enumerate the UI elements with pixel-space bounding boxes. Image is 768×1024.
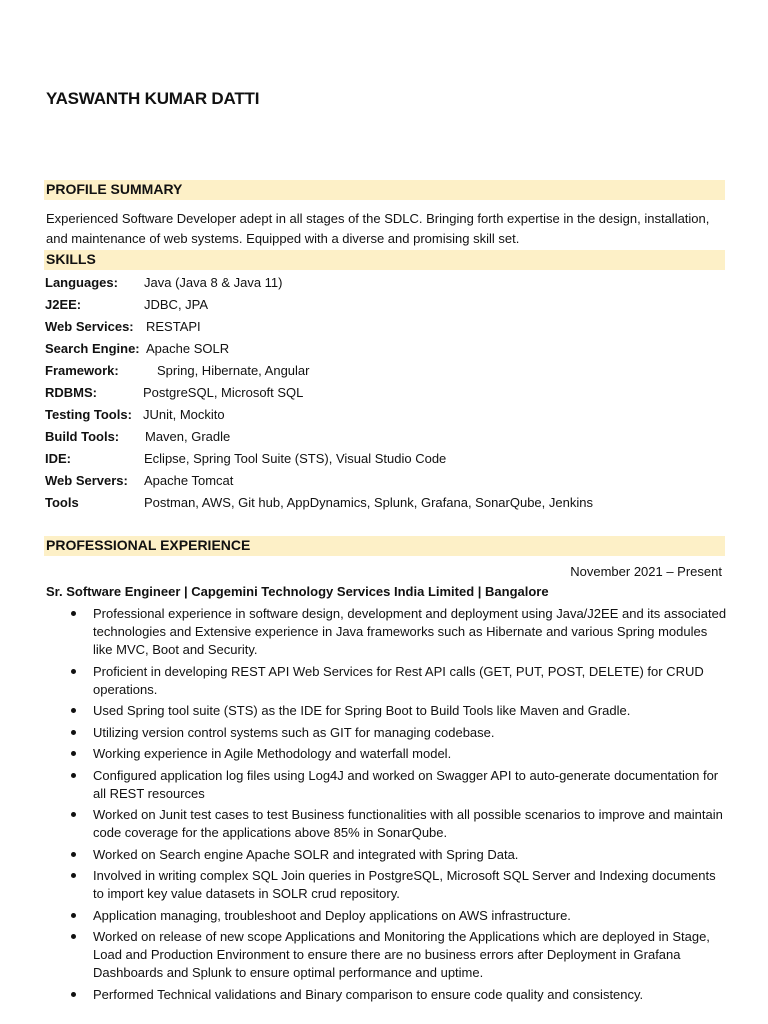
skill-value: Apache SOLR [146, 341, 230, 356]
skill-label: RDBMS: [45, 385, 97, 400]
skill-value: Postman, AWS, Git hub, AppDynamics, Splunk, Grafana, SonarQube, Jenkins [144, 495, 593, 510]
skill-row [45, 317, 735, 339]
bullet-text: Utilizing version control systems such as GIT for managing codebase. [93, 724, 495, 740]
job-title: Sr. Software Engineer | Capgemini Technology Services India Limited | Bangalore [46, 584, 549, 599]
skill-label: Testing Tools: [45, 407, 132, 422]
bullet-text: Involved in writing complex SQL Join queries in PostgreSQL, Microsoft SQL Server and Indexing documents to import key value datasets in SOLR crud repository. [93, 868, 716, 901]
skill-row [45, 273, 735, 295]
skill-value: Eclipse, Spring Tool Suite (STS), Visual Studio Code [144, 451, 447, 466]
bullet-icon [71, 934, 76, 939]
skill-value: JUnit, Mockito [143, 407, 225, 422]
skill-value: Java (Java 8 & Java 11) [144, 275, 283, 290]
bullet-text: Worked on release of new scope Applications and Monitoring the Applications which are deployed in Stage, Load and Production Environment to ensure there are no business errors after Deployment in Grafana Dashboards and Splunk to ensure optimal performance and uptime. [93, 929, 710, 980]
skill-label: Languages: [45, 275, 118, 290]
bullet-icon [71, 873, 76, 878]
list-item [45, 928, 730, 982]
skill-label: Web Servers: [45, 473, 128, 488]
list-item [45, 846, 730, 864]
bullet-text: Configured application log files using Log4J and worked on Swagger API to auto-generate documentation for all REST resources [93, 767, 719, 801]
list-item [45, 907, 730, 925]
bullet-icon [71, 669, 76, 674]
skill-value: RESTAPI [146, 319, 201, 334]
skill-label: IDE: [45, 451, 71, 466]
bullet-text: Used Spring tool suite (STS) as the IDE for Spring Boot to Build Tools like Maven and Gradle. [93, 703, 631, 718]
skill-label: J2EE: [45, 297, 82, 312]
bullet-text: Worked on Junit test cases to test Business functionalities with all possible scenarios to improve and maintain code coverage for the applications above 85% in SonarQube. [93, 807, 723, 840]
list-item [45, 702, 730, 720]
bullet-text: Working experience in Agile Methodology and waterfall model. [93, 746, 452, 761]
skill-label: Build Tools: [45, 429, 120, 444]
profile-summary-header [44, 180, 725, 200]
list-item [45, 867, 730, 903]
bullet-icon [71, 852, 76, 857]
bullet-text: Application managing, troubleshoot and Deploy applications on AWS infrastructure. [93, 907, 571, 923]
skill-row [45, 493, 735, 515]
bullet-icon [71, 913, 76, 918]
bullet-text: Worked on Search engine Apache SOLR and integrated with Spring Data. [93, 846, 519, 862]
skills-list [45, 273, 735, 515]
bullet-icon [71, 812, 76, 817]
skill-value: Spring, Hibernate, Angular [157, 363, 310, 378]
bullet-icon [71, 773, 76, 778]
skill-label: Search Engine: [45, 341, 140, 356]
skill-row [45, 383, 735, 405]
section-title: PROFESSIONAL EXPERIENCE [46, 537, 251, 553]
section-title: SKILLS [46, 251, 96, 267]
skill-row [45, 427, 735, 449]
skill-row [45, 405, 735, 427]
bullet-text: Professional experience in software design, development and deployment using Java/J2EE and its associated technologies and Extensive experience in Java frameworks such as Hibernate and various Spring modules like MVC, Boot and Security. [93, 606, 727, 657]
list-item [45, 745, 730, 763]
job-date-range: November 2021 – Present [570, 564, 722, 579]
list-item [45, 605, 730, 659]
skill-label: Framework: [45, 363, 119, 378]
candidate-name: YASWANTH KUMAR DATTI [46, 89, 260, 108]
skill-label: Tools [45, 495, 79, 510]
list-item [45, 724, 730, 742]
list-item [45, 986, 730, 1004]
skill-value: Apache Tomcat [144, 473, 234, 488]
list-item [45, 767, 730, 803]
skill-row [45, 361, 735, 383]
skill-value: Maven, Gradle [145, 429, 231, 444]
list-item [45, 806, 730, 842]
skill-row [45, 295, 735, 317]
bullet-icon [71, 751, 76, 756]
bullet-text: Performed Technical validations and Binary comparison to ensure code quality and consistency. [93, 986, 644, 1002]
list-item [45, 663, 730, 699]
bullet-icon [71, 992, 76, 997]
skill-value: PostgreSQL, Microsoft SQL [143, 385, 304, 400]
skill-label: Web Services: [45, 319, 134, 334]
skill-row [45, 449, 735, 471]
skill-value: JDBC, JPA [144, 297, 209, 312]
skill-row [45, 339, 735, 361]
experience-bullets [45, 605, 730, 1007]
bullet-text: Proficient in developing REST API Web Services for Rest API calls (GET, PUT, POST, DELETE) for CRUD operations. [93, 663, 704, 697]
skill-row [45, 471, 735, 493]
section-title: PROFILE SUMMARY [46, 181, 183, 197]
bullet-icon [71, 611, 76, 616]
experience-header [44, 536, 725, 556]
bullet-icon [71, 730, 76, 735]
profile-summary-text: Experienced Software Developer adept in all stages of the SDLC. Bringing forth expertise in the design, installation, and maintenance of web systems. Equipped with a diverse and promising skill set. [46, 211, 710, 246]
bullet-icon [71, 708, 76, 713]
skills-header [44, 250, 725, 270]
